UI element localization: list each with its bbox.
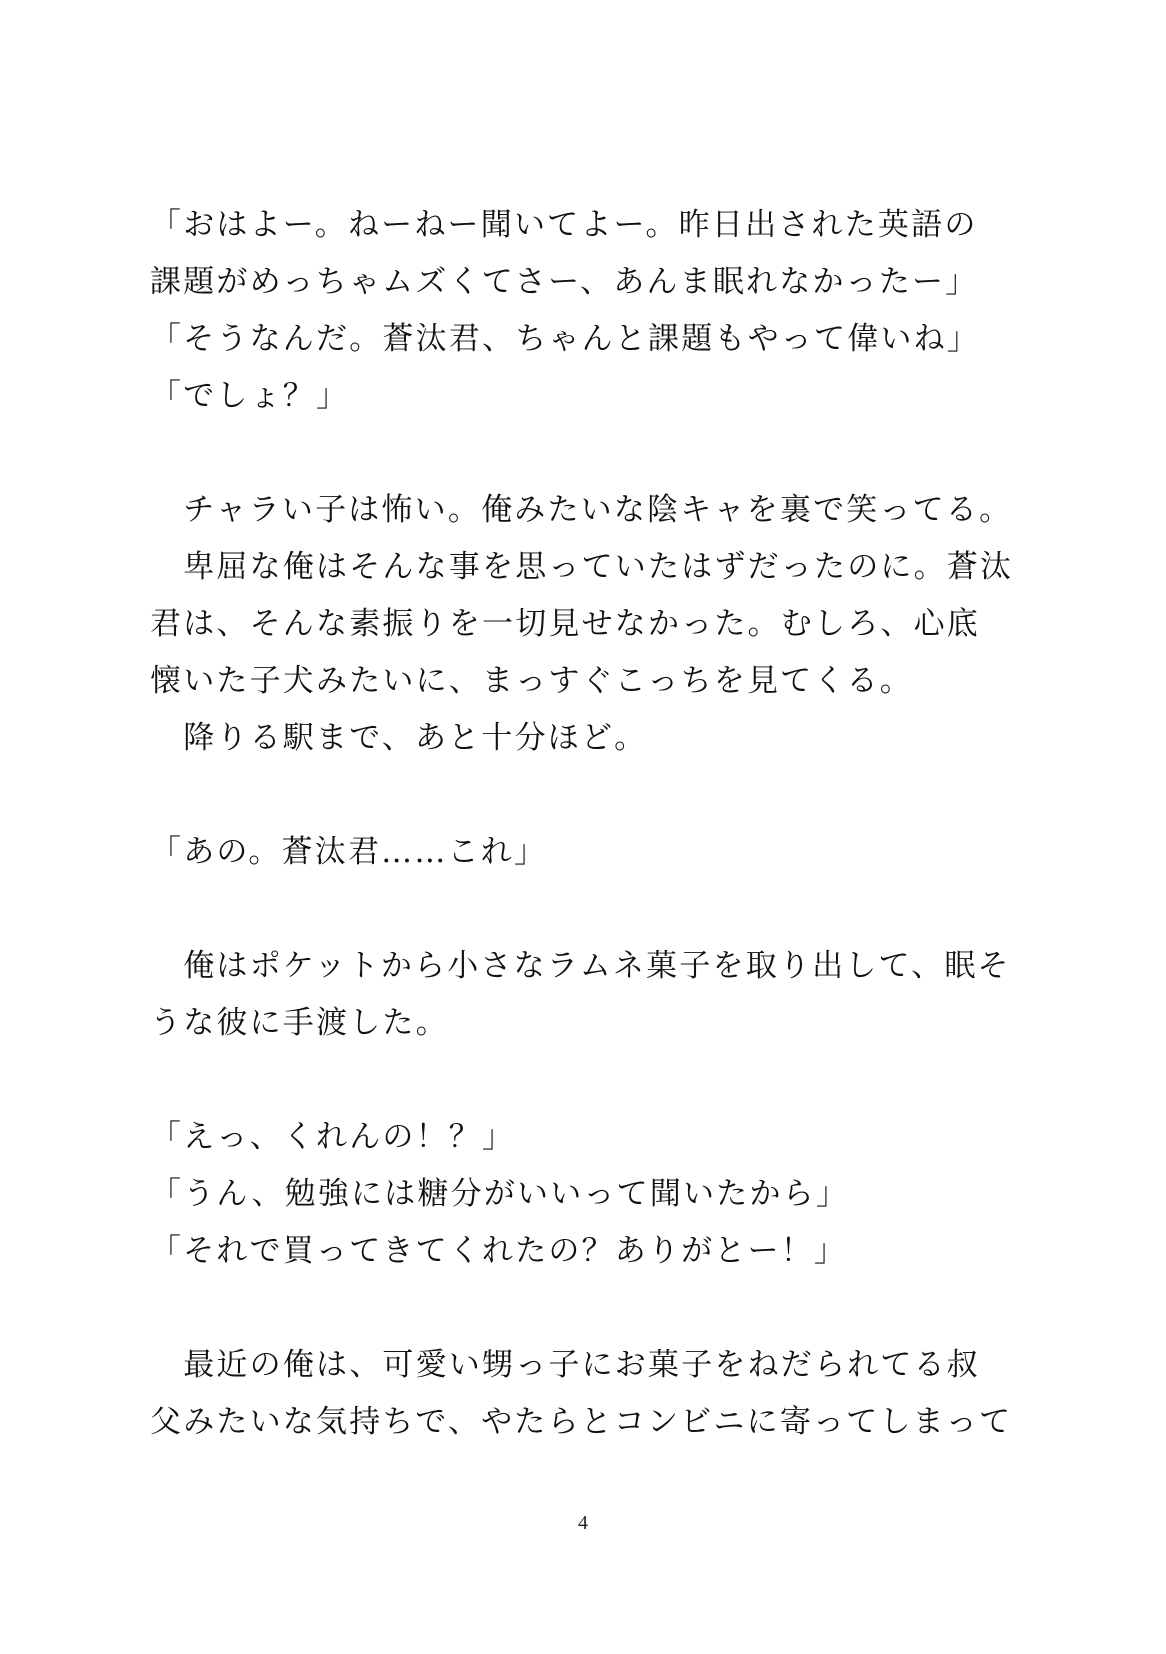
blank-line	[150, 881, 1030, 938]
text-line: チャラい子は怖い。俺みたいな陰キャを裏で笑ってる。	[150, 492, 1013, 528]
page-number: 4	[578, 1512, 588, 1534]
text-line: 「おはよー。ねーねー聞いてよー。昨日出された英語の	[150, 207, 978, 243]
text-line: 降りる駅まで、あと十分ほど。	[150, 720, 648, 756]
text-line: 課題がめっちゃムズくてさー、あんま眠れなかったー」	[150, 264, 979, 300]
text-line: 「そうなんだ。蒼汰君、ちゃんと課題もやって偉いね」	[150, 321, 980, 357]
text-line: 最近の俺は、可愛い甥っ子にお菓子をねだられてる叔	[150, 1347, 980, 1383]
text-line: うな彼に手渡した。	[150, 1005, 449, 1041]
text-line: 懐いた子犬みたいに、まっすぐこっちを見てくる。	[150, 663, 913, 699]
text-line: 「でしょ？」	[150, 378, 350, 414]
text-line: 俺はポケットから小さなラムネ菓子を取り出して、眠そ	[150, 948, 1011, 984]
text-line: 「うん、勉強には糖分がいいって聞いたから」	[150, 1176, 850, 1212]
text-line: 「あの。蒼汰君……これ」	[150, 834, 548, 870]
blank-line	[150, 425, 1030, 482]
text-line: 「それで買ってきてくれたの？ありがとー！」	[150, 1233, 848, 1269]
text-line: 君は、そんな素振りを一切見せなかった。むしろ、心底	[150, 606, 980, 642]
text-line: 卑屈な俺はそんな事を思っていたはずだったのに。蒼汰	[150, 549, 1014, 585]
text-line: 「えっ、くれんの！？」	[150, 1119, 516, 1155]
blank-line	[150, 1280, 1030, 1337]
blank-line	[150, 767, 1030, 824]
text-line: 父みたいな気持ちで、やたらとコンビニに寄ってしまって	[150, 1404, 1013, 1440]
blank-line	[150, 1052, 1030, 1109]
body-text	[150, 197, 1030, 1451]
